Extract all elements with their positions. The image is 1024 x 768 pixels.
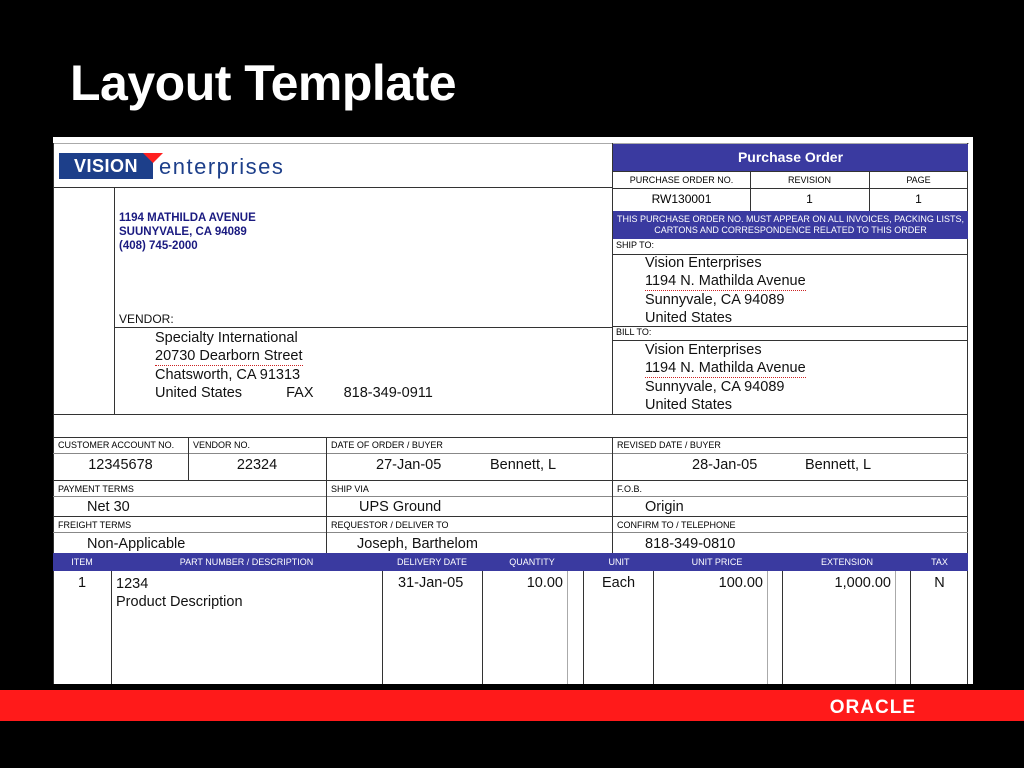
freight-value: Non-Applicable xyxy=(87,536,186,552)
vendor-no-value: 22324 xyxy=(236,457,278,473)
info-line-d xyxy=(53,516,968,517)
item-divider-5b xyxy=(767,571,768,684)
vendor-label: VENDOR: xyxy=(119,312,174,326)
vendor-no-label: VENDOR NO. xyxy=(193,440,251,450)
company-street: 1194 MATHILDA AVENUE xyxy=(119,212,256,224)
ship-to-country: United States xyxy=(645,310,733,326)
company-phone: (408) 745-2000 xyxy=(119,240,198,252)
vendor-divider xyxy=(114,327,613,328)
bill-to-street: 1194 N. Mathilda Avenue xyxy=(645,360,806,376)
info-line-b xyxy=(53,480,968,481)
vendor-country: United States xyxy=(155,385,243,401)
top-section-bottom xyxy=(53,414,613,415)
buyer-value: Bennett, L xyxy=(490,457,557,473)
fob-value: Origin xyxy=(645,499,684,515)
po-title-bar xyxy=(613,144,968,171)
po-notice-bar xyxy=(613,211,968,239)
bill-to-top-line xyxy=(613,326,968,327)
company-address xyxy=(119,211,256,253)
vendor-country-line xyxy=(155,384,433,402)
line-item-part: 1234 xyxy=(116,576,149,592)
ship-to-street: 1194 N. Mathilda Avenue xyxy=(645,273,806,289)
ship-to-address xyxy=(645,254,806,327)
vendor-city: Chatsworth, CA 91313 xyxy=(155,367,301,383)
ship-via-label: SHIP VIA xyxy=(331,484,369,494)
po-number-value: RW130001 xyxy=(651,192,712,206)
revision-value: 1 xyxy=(806,192,813,206)
logo-enterprises-text: enterprises xyxy=(159,154,285,179)
col-extension: EXTENSION xyxy=(820,557,873,567)
line-items-header xyxy=(53,553,968,571)
info-top-line xyxy=(53,437,968,438)
revised-buyer-value: Bennett, L xyxy=(805,457,872,473)
col-item: ITEM xyxy=(71,557,93,567)
purchase-order-document xyxy=(53,137,973,684)
logo-vision-box xyxy=(59,153,153,179)
item-divider-6b xyxy=(895,571,896,684)
requestor-label: REQUESTOR / DELIVER TO xyxy=(331,520,449,530)
logo-divider xyxy=(53,187,613,188)
po-row-line-2 xyxy=(613,188,968,189)
info-col-3 xyxy=(612,437,613,553)
order-date-value: 27-Jan-05 xyxy=(376,457,442,473)
po-title: Purchase Order xyxy=(737,149,844,165)
vendor-address xyxy=(155,329,433,402)
line-item-tax: N xyxy=(934,575,945,591)
info-line-a xyxy=(53,453,968,454)
logo-vision-text: VISION xyxy=(73,156,138,176)
col-part: PART NUMBER / DESCRIPTION xyxy=(179,557,314,567)
po-notice: THIS PURCHASE ORDER NO. MUST APPEAR ON ALL INVOICES, PACKING LISTS, CARTONS AND CORRESPONDENCE RELATED TO THIS ORDER xyxy=(617,214,964,235)
fob-label: F.O.B. xyxy=(617,484,643,494)
bill-to-label: BILL TO: xyxy=(616,327,652,337)
payment-terms-label: PAYMENT TERMS xyxy=(58,484,134,494)
left-column-divider xyxy=(114,187,115,414)
customer-account-value: 12345678 xyxy=(88,457,153,473)
ship-to-name: Vision Enterprises xyxy=(645,255,762,271)
col-quantity: QUANTITY xyxy=(509,557,555,567)
vendor-fax: 818-349-0911 xyxy=(343,385,433,401)
ship-via-value: UPS Ground xyxy=(359,499,442,515)
col-unit-price: UNIT PRICE xyxy=(691,557,743,567)
vendor-name: Specialty International xyxy=(155,330,298,346)
vendor-fax-label: FAX xyxy=(286,385,314,401)
date-buyer-label: DATE OF ORDER / BUYER xyxy=(331,440,443,450)
line-item-part-cell xyxy=(116,575,243,611)
freight-label: FREIGHT TERMS xyxy=(58,520,132,530)
slide-title: Layout Template xyxy=(70,55,457,111)
line-item-unit: Each xyxy=(601,575,636,591)
bill-to-name: Vision Enterprises xyxy=(645,342,762,358)
vendor-street: 20730 Dearborn Street xyxy=(155,348,303,364)
ship-to-city: Sunnyvale, CA 94089 xyxy=(645,292,785,308)
line-item-description: Product Description xyxy=(116,594,243,610)
payment-terms-value: Net 30 xyxy=(87,499,130,515)
col-unit: UNIT xyxy=(608,557,630,567)
line-item-delivery: 31-Jan-05 xyxy=(398,575,464,591)
item-divider-1 xyxy=(111,571,112,684)
line-item-unit-price: 100.00 xyxy=(718,575,763,591)
page-value: 1 xyxy=(915,192,922,206)
confirm-label: CONFIRM TO / TELEPHONE xyxy=(617,520,736,530)
info-line-e xyxy=(53,532,968,533)
oracle-logo: ORACLE xyxy=(829,697,916,718)
item-divider-2 xyxy=(382,571,383,684)
company-city: SUUNYVALE, CA 94089 xyxy=(119,226,247,238)
ship-to-label: SHIP TO: xyxy=(616,240,655,250)
customer-account-label: CUSTOMER ACCOUNT NO. xyxy=(58,440,175,450)
requestor-value: Joseph, Barthelom xyxy=(357,536,478,552)
info-col-2 xyxy=(326,437,327,553)
confirm-value: 818-349-0810 xyxy=(645,536,736,552)
revision-header: REVISION xyxy=(787,175,831,185)
line-item-number: 1 xyxy=(77,575,87,591)
footer-bar xyxy=(0,690,1024,721)
bill-to-address xyxy=(645,341,806,414)
line-item-extension: 1,000.00 xyxy=(834,575,891,591)
bill-to-bottom-line xyxy=(613,414,968,415)
col-tax: TAX xyxy=(931,557,948,567)
po-number-header: PURCHASE ORDER NO. xyxy=(629,175,734,185)
page-header: PAGE xyxy=(906,175,931,185)
po-row-line-1 xyxy=(613,171,968,172)
revised-date-value: 28-Jan-05 xyxy=(692,457,758,473)
info-line-c xyxy=(53,496,968,497)
revised-label: REVISED DATE / BUYER xyxy=(617,440,721,450)
bill-to-country: United States xyxy=(645,397,733,413)
item-divider-3b xyxy=(567,571,568,684)
line-item-quantity: 10.00 xyxy=(526,575,563,591)
col-delivery-date: DELIVERY DATE xyxy=(396,557,468,567)
bill-to-city: Sunnyvale, CA 94089 xyxy=(645,379,785,395)
